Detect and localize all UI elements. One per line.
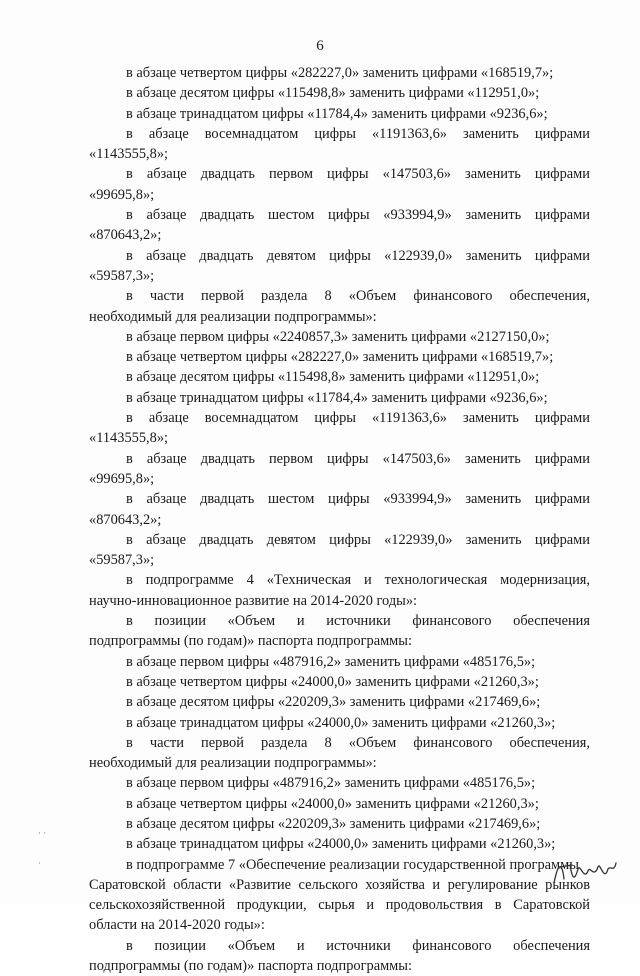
text-line: «870643,2»;: [89, 227, 162, 244]
margin-mark: · ·: [38, 828, 47, 838]
signature-image: [550, 853, 620, 893]
text-line: в абзаце двадцать девятом цифры «122939,0» заменить цифрами: [126, 247, 590, 264]
text-line: в абзаце восемнадцатом цифры «1191363,6» заменить цифрами: [126, 410, 590, 427]
text-line: «1143555,8»;: [89, 430, 169, 447]
text-line: в подпрограмме 7 «Обеспечение реализации государственной программы: [126, 856, 579, 873]
text-line: «59587,3»;: [89, 267, 155, 284]
text-line: «870643,2»;: [89, 511, 162, 528]
text-line: «99695,8»;: [89, 470, 155, 487]
text-line: в подпрограмме 4 «Техническая и технологическая модернизация,: [126, 572, 590, 589]
text-line: необходимый для реализации подпрограммы»:: [89, 308, 377, 325]
text-line: в части первой раздела 8 «Объем финансового обеспечения,: [126, 734, 590, 751]
text-line: в абзаце четвертом цифры «282227,0» заменить цифрами «168519,7»;: [126, 65, 554, 81]
text-line: в абзаце тринадцатом цифры «11784,4» заменить цифрами «9236,6»;: [126, 105, 548, 122]
text-line: в абзаце первом цифры «487916,2» заменить цифрами «485176,5»;: [126, 775, 536, 792]
text-line: «99695,8»;: [89, 186, 155, 203]
text-line: в абзаце восемнадцатом цифры «1191363,6» заменить цифрами: [126, 125, 590, 142]
text-line: в абзаце десятом цифры «220209,3» заменить цифрами «217469,6»;: [126, 815, 541, 832]
text-line: в абзаце двадцать первом цифры «147503,6» заменить цифрами: [126, 450, 590, 467]
text-line: сельскохозяйственной продукции, сырья и продовольствия в Саратовской: [89, 897, 590, 914]
text-line: в абзаце четвертом цифры «24000,0» заменить цифрами «21260,3»;: [126, 795, 539, 812]
text-line: в абзаце двадцать первом цифры «147503,6» заменить цифрами: [126, 166, 590, 183]
text-line: необходимый для реализации подпрограммы»:: [89, 755, 377, 772]
text-line: в абзаце десятом цифры «115498,8» заменить цифрами «112951,0»;: [126, 369, 540, 386]
text-line: подпрограммы (по годам)» паспорта подпрограммы:: [89, 958, 412, 975]
text-line: в абзаце двадцать шестом цифры «933994,9» заменить цифрами: [126, 491, 590, 508]
text-line: «1143555,8»;: [89, 146, 169, 163]
text-line: в абзаце двадцать шестом цифры «933994,9» заменить цифрами: [126, 207, 590, 224]
margin-mark: ·: [38, 858, 41, 868]
text-line: в позиции «Объем и источники финансового обеспечения: [126, 937, 590, 954]
text-line: в абзаце десятом цифры «220209,3» заменить цифрами «217469,6»;: [126, 694, 541, 711]
text-line: в абзаце тринадцатом цифры «24000,0» заменить цифрами «21260,3»;: [126, 836, 556, 853]
text-line: в абзаце четвертом цифры «282227,0» заменить цифрами «168519,7»;: [126, 349, 554, 366]
text-line: в абзаце первом цифры «2240857,3» заменить цифрами «2127150,0»;: [126, 328, 550, 345]
text-line: подпрограммы (по годам)» паспорта подпрограммы:: [89, 633, 412, 650]
page-number: 6: [316, 38, 324, 54]
text-line: в абзаце четвертом цифры «24000,0» заменить цифрами «21260,3»;: [126, 673, 539, 690]
text-line: научно-инновационное развитие на 2014-2020 годы»:: [89, 592, 418, 609]
text-line: Саратовской области «Развитие сельского хозяйства и регулирование рынков: [89, 876, 590, 893]
text-line: в позиции «Объем и источники финансового обеспечения: [126, 613, 590, 630]
text-line: в абзаце тринадцатом цифры «24000,0» заменить цифрами «21260,3»;: [126, 714, 556, 731]
text-line: в части первой раздела 8 «Объем финансового обеспечения,: [126, 288, 590, 305]
text-line: в абзаце десятом цифры «115498,8» заменить цифрами «112951,0»;: [126, 85, 540, 102]
text-line: в абзаце двадцать девятом цифры «122939,0» заменить цифрами: [126, 531, 590, 548]
text-line: в абзаце тринадцатом цифры «11784,4» заменить цифрами «9236,6»;: [126, 389, 548, 406]
document-body: [89, 63, 590, 976]
text-line: «59587,3»;: [89, 552, 155, 569]
text-line: в абзаце первом цифры «487916,2» заменить цифрами «485176,5»;: [126, 653, 536, 670]
text-line: области на 2014-2020 годы»:: [89, 917, 265, 934]
